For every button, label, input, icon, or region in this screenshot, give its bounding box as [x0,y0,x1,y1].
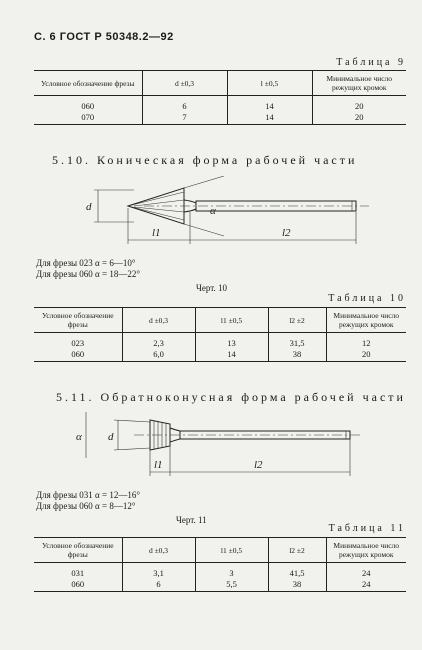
table-cell: 6,0 [122,350,195,362]
drawing-conical-cutter [84,176,374,256]
table-9 [34,70,406,125]
table-11-header: l1 ±0,5 [195,538,268,563]
page-header: С. 6 ГОСТ Р 50348.2—92 [34,31,174,43]
table-10-caption: Таблица 10 [328,293,406,304]
table-cell: 023 [71,338,85,348]
table-11-header: l2 ±2 [268,538,326,563]
table-cell: 24 [326,563,406,580]
table-9-header: Минимальное число режущих кромок [312,71,406,96]
table-cell: 14 [195,350,268,362]
table-cell: 6 [142,96,227,113]
table-10 [34,307,406,362]
table-9-header: Условное обозначение фрезы [34,71,142,96]
note-line: Для фрезы 023 α = 6—10° [36,258,136,268]
table-cell: 7 [142,113,227,125]
table-cell: 14 [227,96,312,113]
table-cell: 20 [312,96,406,113]
table-cell: 38 [268,580,326,592]
table-cell: 20 [326,350,406,362]
table-11-header: d ±0,3 [122,538,195,563]
table-9-header: d ±0,3 [142,71,227,96]
table-11-caption: Таблица 11 [328,523,406,534]
table-cell: 14 [227,113,312,125]
table-9-caption: Таблица 9 [336,57,406,68]
dim-l1-label: l1 [152,227,161,239]
dim-l1-label: l1 [154,459,163,471]
table-cell: 2,3 [122,333,195,350]
table-cell: 20 [312,113,406,125]
table-11-header: Минимальное число режущих кромок [326,538,406,563]
table-cell: 6 [122,580,195,592]
figure-10-label: Черт. 10 [196,283,227,293]
dim-l2-label: l2 [282,227,291,239]
alpha-label: α [210,205,216,217]
table-cell: 31,5 [268,333,326,350]
table-cell: 060 [34,580,122,592]
table-10-header: d ±0,3 [122,308,195,333]
dim-l2-label: l2 [254,459,263,471]
table-10-header: Условное обозначение фрезы [34,308,122,333]
table-9-header: l ±0,5 [227,71,312,96]
table-cell: 38 [268,350,326,362]
table-cell: 24 [326,580,406,592]
note-line: Для фрезы 060 α = 8—12° [36,501,136,511]
table-11-header: Условное обозначение фрезы [34,538,122,563]
table-cell: 12 [326,333,406,350]
note-line: Для фрезы 031 α = 12—16° [36,490,140,500]
table-cell: 070 [34,113,142,125]
dim-d-label: d [108,431,114,443]
table-11 [34,537,406,592]
dim-d-label: d [86,201,92,213]
alpha-label: α [76,431,82,443]
table-cell: 060 [81,101,95,111]
table-cell: 3,1 [122,563,195,580]
table-cell: 060 [34,350,122,362]
table-cell: 41,5 [268,563,326,580]
table-10-header: Минимальное число режущих кромок [326,308,406,333]
section-5-10-title: 5.10. Коническая форма рабочей части [52,153,358,167]
table-cell: 031 [71,568,85,578]
table-cell: 5,5 [195,580,268,592]
note-line: Для фрезы 060 α = 18—22° [36,269,140,279]
drawing-reverse-conical-cutter [74,410,364,484]
table-cell: 13 [195,333,268,350]
table-10-header: l1 ±0,5 [195,308,268,333]
section-5-11-title: 5.11. Обратноконусная форма рабочей части [56,390,406,404]
table-10-header: l2 ±2 [268,308,326,333]
figure-11-label: Черт. 11 [176,515,207,525]
table-cell: 3 [195,563,268,580]
